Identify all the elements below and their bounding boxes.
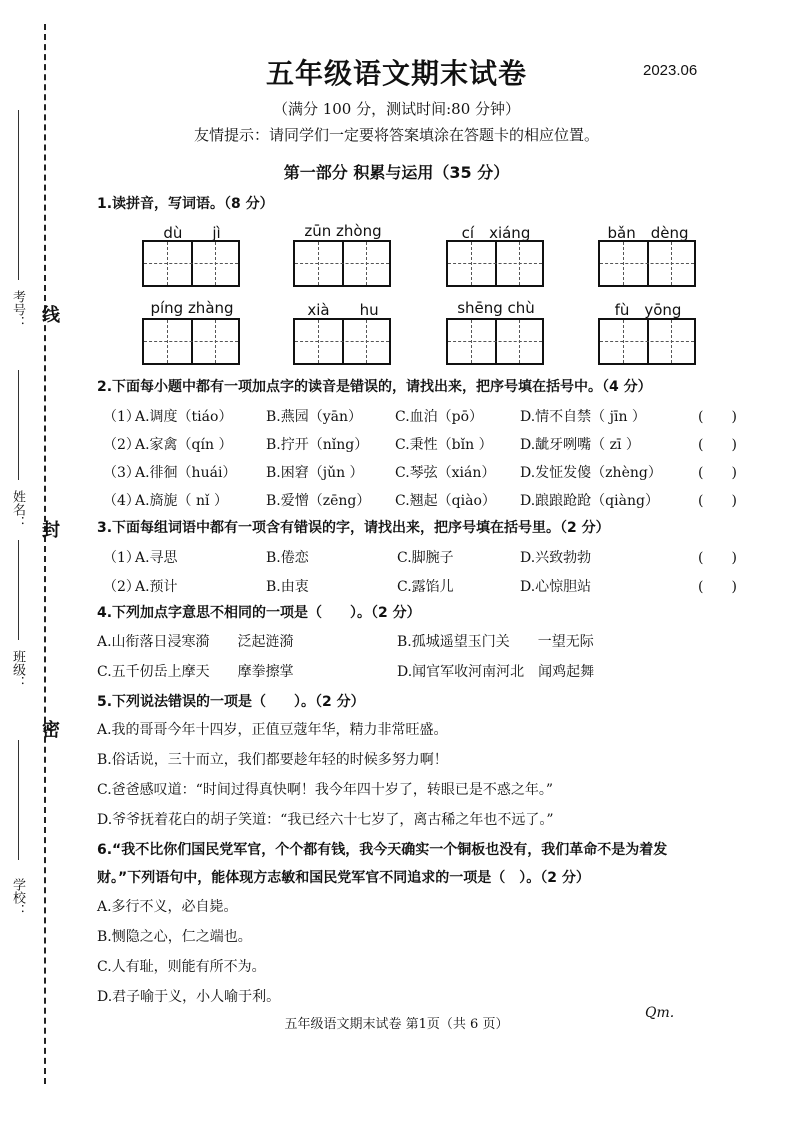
q1-pinyin: zūn zhòng (304, 222, 382, 240)
q5-option-a: A.我的哥哥今年十四岁，正值豆蔻年华，精力非常旺盛。 (97, 722, 448, 738)
name-label: 姓名： (10, 490, 25, 529)
exam-date: 2023.06 (643, 62, 698, 79)
exam-title: 五年级语文期末试卷 (265, 57, 527, 90)
q5-option-d: D.爷爷抚着花白的胡子笑道：“我已经六十七岁了，离古稀之年也不远了。” (97, 812, 554, 828)
q3-option-d: D.心惊胆站 (520, 579, 592, 595)
q1-heading: 1.读拼音，写词语。（8 分） (97, 196, 274, 212)
writing-grid-box[interactable] (142, 240, 240, 287)
q2-option-a: A.徘徊（huái） (135, 465, 237, 481)
q3-option-a: A.寻思 (135, 550, 178, 566)
class-blank-line (18, 540, 19, 640)
q2-option-c: C.血泊（pō） (395, 409, 484, 425)
seal-secret-char: 密 (39, 720, 60, 738)
q4-option-d: D.闻官军收河南河北 闻鸡起舞 (397, 664, 595, 680)
q3-item-number: （1） (103, 550, 140, 566)
q2-option-b: B.爱憎（zēng） (266, 493, 371, 509)
writing-grid-box[interactable] (293, 318, 391, 365)
q1-pinyin: píng zhàng (150, 299, 234, 317)
q2-option-d: D.情不自禁（ jīn ） (520, 409, 646, 425)
q2-item-number: （1） (103, 409, 140, 425)
q4-heading: 4.下列加点字意思不相同的一项是（ ）。（2 分） (97, 605, 421, 621)
class-label: 班级： (10, 650, 25, 689)
q1-pinyin: dù jì (163, 224, 221, 242)
q2-option-d: D.发怔发傻（zhèng） (520, 465, 662, 481)
exam-subtitle: （满分 100 分，测试时间:80 分钟） (272, 100, 521, 118)
q2-option-b: B.燕园（yān） (266, 409, 363, 425)
q1-pinyin: shēng chù (457, 299, 535, 317)
q1-pinyin: cí xiáng (461, 224, 531, 242)
seal-line-char: 线 (39, 305, 60, 323)
name-blank-line (18, 370, 19, 480)
writing-grid-box[interactable] (446, 240, 544, 287)
school-label: 学校： (10, 878, 25, 917)
q6-option-a: A.多行不义，必自毙。 (97, 899, 238, 915)
writing-grid-box[interactable] (446, 318, 544, 365)
q5-option-b: B.俗话说，三十而立，我们都要趁年轻的时候多努力啊！ (97, 752, 448, 768)
part-heading: 第一部分 积累与运用（35 分） (283, 163, 510, 182)
q3-option-b: B.倦恋 (266, 550, 309, 566)
q3-option-d: D.兴致勃勃 (520, 550, 592, 566)
writing-grid-box[interactable] (598, 318, 696, 365)
q2-item-number: （2） (103, 437, 140, 453)
q1-pinyin: xià hu (307, 301, 379, 319)
q6-option-c: C.人有耻，则能有所不为。 (97, 959, 266, 975)
q5-heading: 5.下列说法错误的一项是（ ）。（2 分） (97, 694, 365, 710)
answer-blank[interactable]: ( ) (698, 409, 737, 425)
q3-heading: 3.下面每组词语中都有一项含有错误的字，请找出来，把序号填在括号里。（2 分） (97, 520, 610, 536)
answer-blank[interactable]: ( ) (698, 465, 737, 481)
q2-option-d: D.踉踉跄跄（qiàng） (520, 493, 659, 509)
q2-option-d: D.龇牙咧嘴（ zī ） (520, 437, 640, 453)
friendly-hint: 友情提示：请同学们一定要将答案填涂在答题卡的相应位置。 (193, 126, 599, 144)
q3-option-c: C.脚腕子 (397, 550, 454, 566)
q4-option-b: B.孤城遥望玉门关 一望无际 (397, 634, 594, 650)
q3-option-a: A.预计 (135, 579, 178, 595)
page-footer: 五年级语文期末试卷 第1页（共 6 页） (284, 1017, 509, 1032)
q3-option-c: C.露馅儿 (397, 579, 454, 595)
q2-option-b: B.困窘（jǔn ） (266, 465, 364, 481)
binding-dashed-line (44, 24, 46, 1084)
q4-option-a: A.山衔落日浸寒漪 泛起涟漪 (97, 634, 294, 650)
q2-heading: 2.下面每小题中都有一项加点字的读音是错误的，请找出来，把序号填在括号中。（4 分） (97, 379, 652, 395)
q2-option-a: A.家禽（qín ） (135, 437, 233, 453)
q4-option-c: C.五千仞岳上摩天 摩拳擦掌 (97, 664, 294, 680)
handwritten-signature: Qm. (645, 1005, 675, 1021)
q2-option-b: B.拧开（nǐng） (266, 437, 369, 453)
q2-option-a: A.调度（tiáo） (135, 409, 233, 425)
q3-option-b: B.由衷 (266, 579, 309, 595)
writing-grid-box[interactable] (142, 318, 240, 365)
writing-grid-box[interactable] (598, 240, 696, 287)
q6-heading-line2: 财。”下列语句中，能体现方志敏和国民党军官不同追求的一项是（ ）。（2 分） (97, 870, 590, 886)
q5-option-c: C.爸爸感叹道：“时间过得真快啊！我今年四十岁了，转眼已是不惑之年。” (97, 782, 553, 798)
q2-item-number: （3） (103, 465, 140, 481)
answer-blank[interactable]: ( ) (698, 579, 737, 595)
seal-seal-char: 封 (39, 520, 60, 538)
q2-option-c: C.翘起（qiào） (395, 493, 496, 509)
q6-option-d: D.君子喻于义，小人喻于利。 (97, 989, 281, 1005)
writing-grid-box[interactable] (293, 240, 391, 287)
q1-pinyin: bǎn dèng (607, 224, 689, 242)
q6-option-b: B.恻隐之心，仁之端也。 (97, 929, 252, 945)
q2-item-number: （4） (103, 493, 140, 509)
q3-item-number: （2） (103, 579, 140, 595)
answer-blank[interactable]: ( ) (698, 493, 737, 509)
q2-option-a: A.旖旎（ nǐ ） (135, 493, 228, 509)
school-blank-line (18, 740, 19, 860)
q1-pinyin: fù yōng (614, 301, 682, 319)
number-label: 考号： (10, 290, 25, 329)
answer-blank[interactable]: ( ) (698, 550, 737, 566)
q2-option-c: C.琴弦（xián） (395, 465, 496, 481)
q6-heading-line1: 6.“我不比你们国民党军官，个个都有钱，我今天确实一个铜板也没有，我们革命不是为着发 (97, 842, 668, 858)
q2-option-c: C.秉性（bǐn ） (395, 437, 493, 453)
answer-blank[interactable]: ( ) (698, 437, 737, 453)
